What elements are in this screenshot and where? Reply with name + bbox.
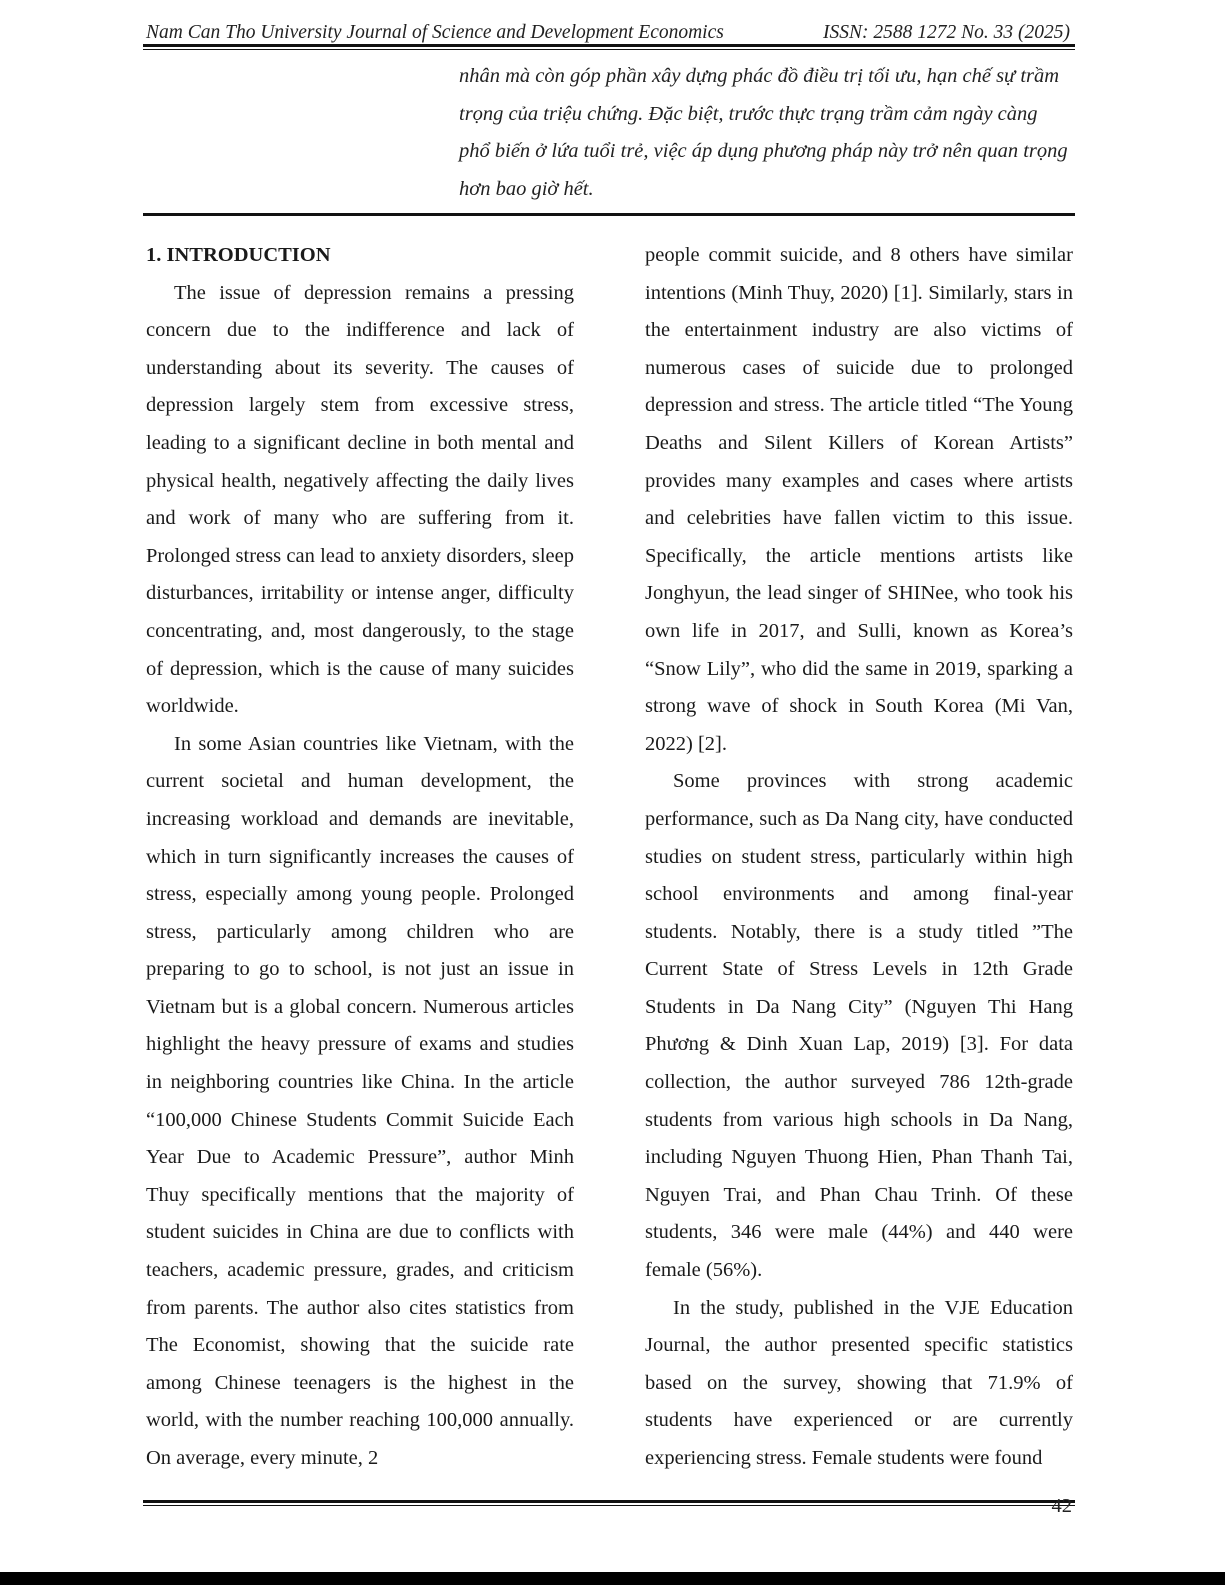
left-column	[146, 237, 574, 1478]
abstract-continuation: nhân mà còn góp phần xây dựng phác đồ điều trị tối ưu, hạn chế sự trầm trọng của triệu chứng. Đặc biệt, trước thực trạng trầm cảm ngày càng phổ biến ở lứa tuổi trẻ, việc áp dụng phương pháp này trở nên quan trọng hơn bao giờ hết.	[459, 65, 1068, 200]
right-column	[645, 237, 1073, 1478]
page-number: 42	[1051, 1495, 1072, 1517]
scan-edge	[0, 1572, 1225, 1585]
paragraph: Some provinces with strong academic performance, such as Da Nang city, have conducted studies on student stress, particularly within high school environments and among final-year students. Notably, there is a study titled ”The Current State of Stress Levels in 12th Grade Students in Da Nang City” (Nguyen Thi Hang Phương & Dinh Xuan Lap, 2019) [3]. For data collection, the author surveyed 786 12th-grade students from various high schools in Da Nang, including Nguyen Thuong Hien, Phan Thanh Tai, Nguyen Trai, and Phan Chau Trinh. Of these students, 346 were male (44%) and 440 were female (56%).	[645, 770, 1073, 1282]
paragraph: In the study, published in the VJE Education Journal, the author presented specific statistics based on the survey, showing that 71.9% of students have experienced or are currently experiencing stress. Female students were found	[645, 1296, 1073, 1469]
issn-issue: ISSN: 2588 1272 No. 33 (2025)	[823, 22, 1070, 43]
section-heading: 1. INTRODUCTION	[146, 244, 331, 266]
paragraph-continued: people commit suicide, and 8 others have similar intentions (Minh Thuy, 2020) [1]. Similarly, stars in the entertainment industry are also victims of numerous cases of suicide due to prolonged depression and stress. The article titled “The Young Deaths and Silent Killers of Korean Artists” provides many examples and cases where artists and celebrities have fallen victim to this issue. Specifically, the article mentions artists like Jonghyun, the lead singer of SHINee, who took his own life in 2017, and Sulli, known as Korea’s “Snow Lily”, who did the same in 2019, sparking a strong wave of shock in South Korea (Mi Van, 2022) [2].	[645, 244, 1073, 755]
paragraph: In some Asian countries like Vietnam, with the current societal and human development, the increasing workload and demands are inevitable, which in turn significantly increases the causes of stress, especially among young people. Prolonged stress, particularly among children who are preparing to go to school, is not just an issue in Vietnam but is a global concern. Numerous articles highlight the heavy pressure of exams and studies in neighboring countries like China. In the article “100,000 Chinese Students Commit Suicide Each Year Due to Academic Pressure”, author Minh Thuy specifically mentions that the majority of student suicides in China are due to conflicts with teachers, academic pressure, grades, and criticism from parents. The author also cites statistics from The Economist, showing that the suicide rate among Chinese teenagers is the highest in the world, with the number reaching 100,000 annually. On average, every minute, 2	[146, 732, 574, 1469]
paragraph: The issue of depression remains a pressing concern due to the indifference and lack of understanding about its severity. The causes of depression largely stem from excessive stress, leading to a significant decline in both mental and physical health, negatively affecting the daily lives and work of many who are suffering from it. Prolonged stress can lead to anxiety disorders, sleep disturbances, irritability or intense anger, difficulty concentrating, and, most dangerously, to the stage of depression, which is the cause of many suicides worldwide.	[146, 281, 574, 718]
journal-title: Nam Can Tho University Journal of Science and Development Economics	[146, 22, 724, 43]
footer-rule	[143, 1500, 1075, 1506]
header-rule	[143, 44, 1075, 50]
abstract-divider	[143, 213, 1075, 216]
